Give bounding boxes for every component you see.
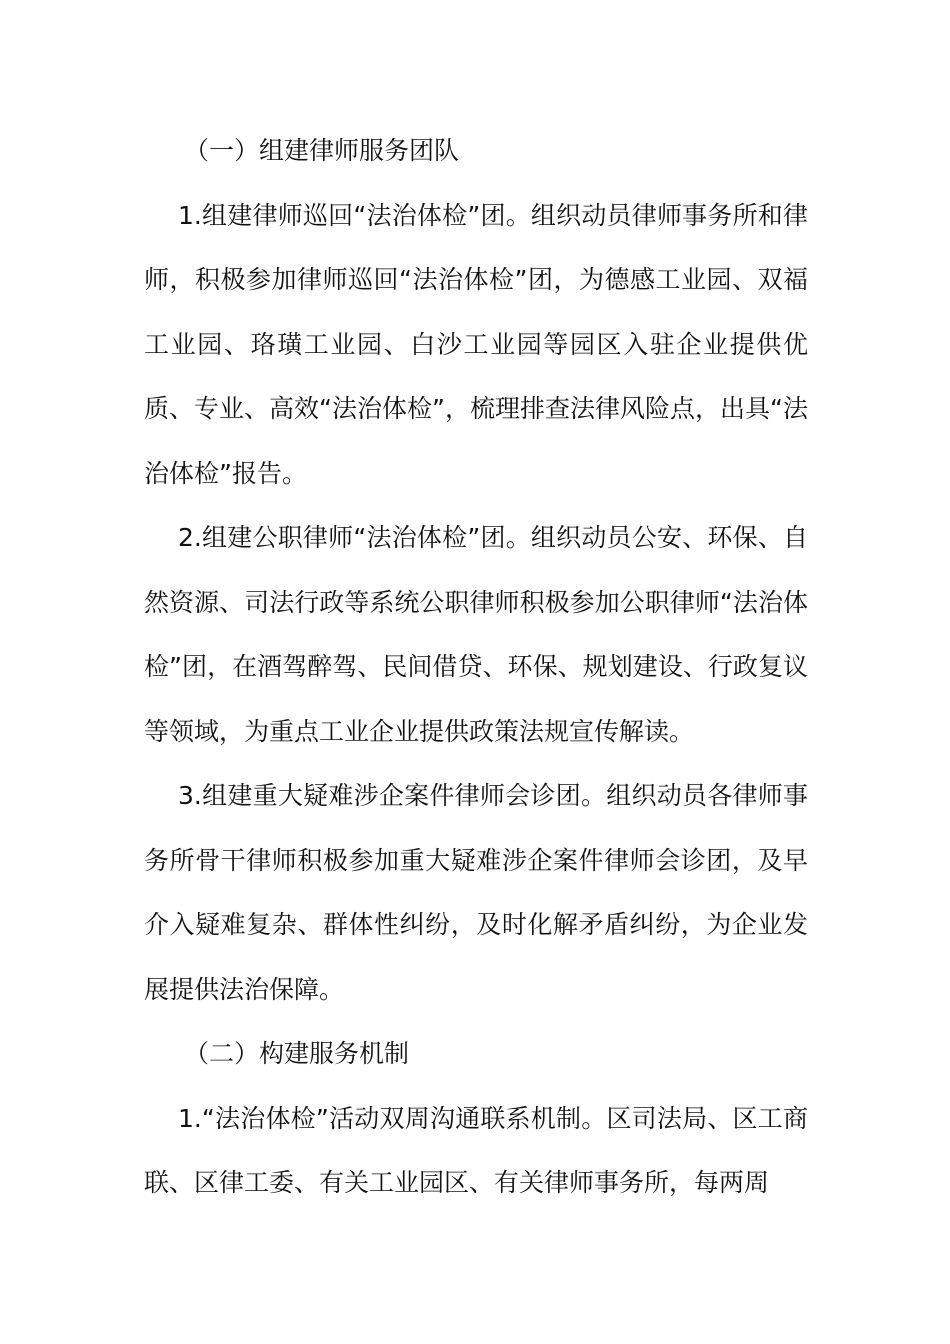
paragraph-lawyer-patrol-team: 1.组建律师巡回“法治体检”团。组织动员律师事务所和律师，积极参加律师巡回“法治体检”团，为德感工业园、双福工业园、珞璜工业园、白沙工业园等园区入驻企业提供优质、专业、高效“法治体检”，梳理排查法律风险点，出具“法治体检”报告。: [144, 200, 808, 488]
paragraph-consultation-team: 3.组建重大疑难涉企案件律师会诊团。组织动员各律师事务所骨干律师积极参加重大疑难涉企案件律师会诊团，及早介入疑难复杂、群体性纠纷，及时化解矛盾纠纷，为企业发展提供法治保障。: [144, 781, 808, 1004]
section-heading-1: （一）组建律师服务团队: [184, 136, 460, 165]
paragraph-biweekly-mechanism: 1.“法治体检”活动双周沟通联系机制。区司法局、区工商联、区律工委、有关工业园区、有关律师事务所，每两周: [144, 1103, 808, 1197]
paragraph-public-lawyer-team: 2.组建公职律师“法治体检”团。组织动员公安、环保、自然资源、司法行政等系统公职律师积极参加公职律师“法治体检”团，在酒驾醉驾、民间借贷、环保、规划建设、行政复议等领域，为重点工业企业提供政策法规宣传解读。: [144, 523, 808, 746]
section-heading-2: （二）构建服务机制: [184, 1039, 410, 1068]
document-body: [144, 119, 808, 1216]
